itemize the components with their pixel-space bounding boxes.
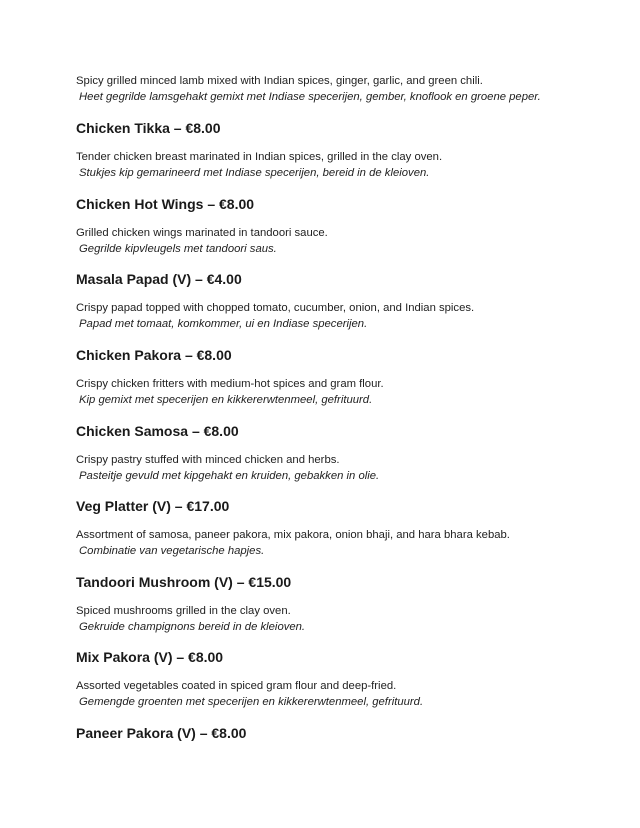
item-description-en: Crispy papad topped with chopped tomato, cucumber, onion, and Indian spices.: [76, 302, 475, 314]
item-title: Tandoori Mushroom (V) – €15.00: [76, 574, 292, 590]
item-description-nl: Gegrilde kipvleugels met tandoori saus.: [79, 243, 277, 255]
item-title: Paneer Pakora (V) – €8.00: [76, 725, 247, 741]
item-title: Chicken Tikka – €8.00: [76, 120, 221, 136]
item-description-en: Crispy chicken fritters with medium-hot spices and gram flour.: [76, 378, 384, 390]
item-description: [76, 603, 616, 635]
item-description-nl: Papad met tomaat, komkommer, ui en Indiase specerijen.: [79, 318, 368, 330]
intro-description: [76, 73, 616, 105]
item-description: [76, 149, 616, 181]
item-description: [76, 678, 616, 710]
item-description-nl: Heet gegrilde lamsgehakt gemixt met Indiase specerijen, gember, knoflook en groene peper.: [79, 91, 541, 103]
item-description-en: Assortment of samosa, paneer pakora, mix pakora, onion bhaji, and hara bhara kebab.: [76, 529, 510, 541]
item-description-en: Crispy pastry stuffed with minced chicken and herbs.: [76, 454, 340, 466]
item-description: [76, 527, 616, 559]
item-description: [76, 376, 616, 408]
item-description-nl: Gekruide champignons bereid in de kleioven.: [79, 621, 306, 633]
item-description: [76, 225, 616, 257]
item-title: Mix Pakora (V) – €8.00: [76, 649, 224, 665]
item-title: Masala Papad (V) – €4.00: [76, 271, 242, 287]
item-title: Chicken Pakora – €8.00: [76, 347, 232, 363]
item-description: [76, 300, 616, 332]
item-description: [76, 452, 616, 484]
item-description-en: Assorted vegetables coated in spiced gram flour and deep-fried.: [76, 680, 397, 692]
item-description-nl: Gemengde groenten met specerijen en kikkererwtenmeel, gefrituurd.: [79, 696, 424, 708]
item-description-en: Tender chicken breast marinated in Indian spices, grilled in the clay oven.: [76, 151, 443, 163]
item-description-en: Spicy grilled minced lamb mixed with Indian spices, ginger, garlic, and green chili.: [76, 75, 483, 87]
item-description-nl: Kip gemixt met specerijen en kikkererwtenmeel, gefrituurd.: [79, 394, 373, 406]
item-title: Chicken Hot Wings – €8.00: [76, 196, 255, 212]
item-description-en: Spiced mushrooms grilled in the clay oven.: [76, 605, 291, 617]
item-description-nl: Pasteitje gevuld met kipgehakt en kruiden, gebakken in olie.: [79, 470, 380, 482]
item-description-en: Grilled chicken wings marinated in tandoori sauce.: [76, 227, 328, 239]
item-description-nl: Stukjes kip gemarineerd met Indiase specerijen, bereid in de kleioven.: [79, 167, 430, 179]
item-title: Veg Platter (V) – €17.00: [76, 498, 230, 514]
item-description-nl: Combinatie van vegetarische hapjes.: [79, 545, 265, 557]
item-title: Chicken Samosa – €8.00: [76, 423, 239, 439]
